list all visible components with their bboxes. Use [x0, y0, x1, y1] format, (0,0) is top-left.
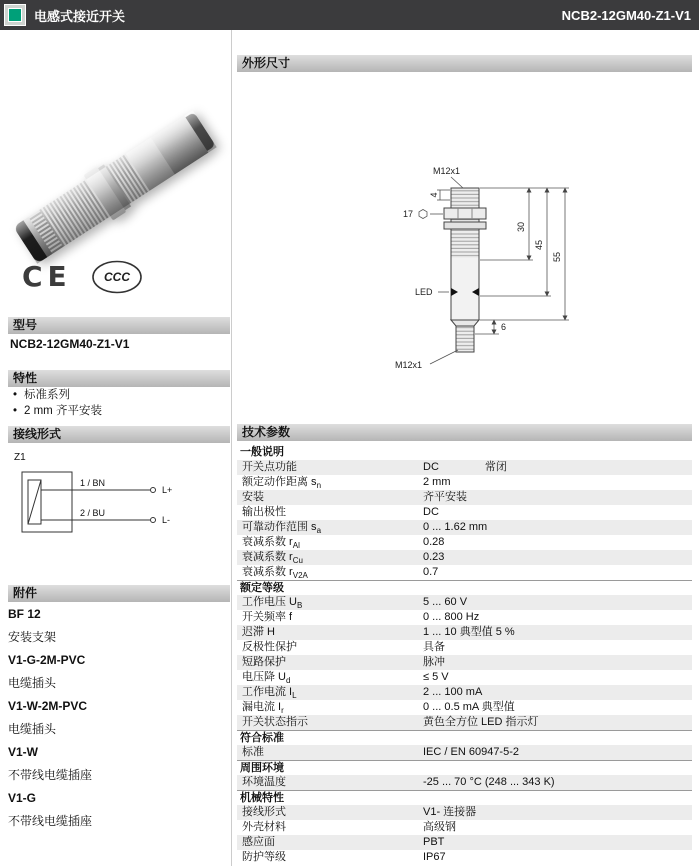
accessory-name: BF 12	[8, 607, 41, 621]
accessory-description: 安装支架	[8, 630, 57, 644]
tech-row	[237, 685, 692, 700]
dimension-drawing	[237, 78, 692, 423]
header-bar	[0, 0, 699, 30]
tech-param-value: 2 ... 100 mA	[423, 686, 483, 698]
accessories-list	[8, 603, 230, 833]
wiring-labels	[80, 478, 172, 525]
tech-param-label: 接线形式	[242, 806, 286, 818]
tech-param-value: 齐平安装	[423, 491, 467, 503]
tech-row	[237, 565, 692, 580]
accessory-name: V1-G-2M-PVC	[8, 653, 86, 667]
tech-param-label: 开关频率 f	[242, 611, 293, 623]
page-title: 电感式接近开关	[34, 8, 126, 24]
feature-item: • 2 mm 齐平安装	[8, 403, 230, 419]
tech-param-value: 1 ... 10 典型值 5 %	[423, 626, 515, 638]
product-category-icon	[4, 4, 26, 26]
dim-thread-top: M12x1	[433, 166, 461, 176]
sensor-outline	[444, 188, 486, 352]
tech-row	[237, 505, 692, 520]
tech-row	[237, 670, 692, 685]
accessory-description: 不带线电缆插座	[8, 814, 93, 828]
tech-param-label: 外壳材料	[242, 821, 286, 833]
tech-row	[237, 850, 692, 865]
led-label: LED	[415, 287, 433, 297]
section-header-model: 型号	[8, 317, 230, 334]
accessory-description: 不带线电缆插座	[8, 768, 93, 782]
sensor-barrel	[13, 110, 216, 263]
dim-wrench-17: 17	[403, 209, 414, 219]
section-header-accessories: 附件	[8, 585, 230, 602]
ccc-mark	[90, 258, 144, 296]
tech-param-value: 具备	[423, 641, 445, 653]
tech-param-value: DC 常闭	[423, 461, 507, 473]
tech-row	[237, 820, 692, 835]
tech-row	[237, 640, 692, 655]
tech-param-value: 0 ... 1.62 mm	[423, 521, 488, 533]
tech-param-value: 0.28	[423, 536, 445, 548]
tech-param-label: 衰减系数 $r_{Al}$	[242, 536, 300, 551]
tech-param-label: 短路保护	[242, 656, 286, 668]
tech-section-header: 一般说明	[240, 446, 284, 458]
tech-param-value: 2 mm	[423, 476, 451, 488]
tech-param-label: 衰减系数 $r_{V2A}$	[242, 566, 308, 581]
tech-param-label: 标准	[242, 746, 264, 758]
tech-param-value: -25 ... 70 °C (248 ... 343 K)	[423, 776, 555, 788]
tech-section-header: 符合标准	[237, 730, 692, 745]
feature-item: • 标准系列	[8, 387, 230, 403]
features-list	[8, 387, 230, 419]
tech-param-label: 电压降 $U_d$	[242, 671, 291, 686]
tech-param-value: 0.7	[423, 566, 439, 578]
tech-param-value: 0.23	[423, 551, 445, 563]
tech-param-label: 感应面	[242, 836, 275, 848]
tech-param-label: 输出极性	[242, 506, 286, 518]
wiring-svg	[10, 446, 222, 564]
tech-row	[237, 610, 692, 625]
tech-param-value: 黄色全方位 LED 指示灯	[423, 716, 539, 728]
tech-param-label: 工作电流 $I_L$	[242, 686, 297, 701]
tech-param-label: 反极性保护	[242, 641, 297, 653]
tech-section-header: 周围环境	[237, 760, 692, 775]
dim-6: 6	[501, 322, 507, 332]
column-divider	[231, 30, 232, 866]
section-header-tech: 技术参数	[237, 424, 692, 441]
dim-45: 45	[534, 239, 544, 251]
model-number: NCB2-12GM40-Z1-V1	[10, 337, 130, 351]
tech-row	[237, 715, 692, 730]
tech-param-value: IP67	[423, 851, 446, 863]
tech-param-label: 额定动作距离 $s_n$	[242, 476, 322, 491]
tech-row	[237, 460, 692, 475]
tech-param-value: 脉冲	[423, 656, 445, 668]
tech-param-label: 开关状态指示	[242, 716, 308, 728]
tech-param-value: 高级钢	[423, 821, 456, 833]
tech-row	[237, 655, 692, 670]
tech-row	[237, 550, 692, 565]
sensor-icon	[8, 8, 22, 22]
tech-row	[237, 700, 692, 715]
tech-row	[237, 595, 692, 610]
tech-row	[237, 475, 692, 490]
tech-param-label: 环境温度	[242, 776, 286, 788]
wire2-label: 2 / BU	[80, 508, 106, 518]
accessory-description: 电缆插头	[8, 722, 57, 736]
tech-param-label: 安装	[242, 491, 264, 503]
product-photo	[8, 40, 223, 255]
accessory-name: V1-W	[8, 745, 38, 759]
terminal-minus-label: L-	[162, 515, 171, 525]
ce-mark: CE	[22, 260, 72, 293]
tech-row	[237, 835, 692, 850]
hex-wrench-icon	[419, 210, 427, 219]
tech-row	[237, 775, 692, 790]
dim-4: 4	[429, 192, 439, 198]
wire1-label: 1 / BN	[80, 478, 106, 488]
wiring-diagram	[10, 446, 222, 569]
section-header-features: 特性	[8, 370, 230, 387]
section-header-wiring: 接线形式	[8, 426, 230, 443]
tech-table	[237, 445, 692, 865]
tech-param-label: 漏电流 $I_r$	[242, 701, 284, 716]
tech-param-label: 衰减系数 $r_{Cu}$	[242, 551, 303, 566]
terminal-plus-label: L+	[162, 485, 173, 495]
tech-row	[237, 520, 692, 535]
tech-param-value: ≤ 5 V	[423, 671, 449, 683]
tech-param-label: 工作电压 $U_B$	[242, 596, 303, 611]
tech-row	[237, 805, 692, 820]
tech-param-label: 迟滞 H	[242, 626, 275, 638]
accessory-description: 电缆插头	[8, 676, 57, 690]
tech-param-value: 0 ... 0.5 mA 典型值	[423, 701, 515, 713]
tech-param-value: 0 ... 800 Hz	[423, 611, 480, 623]
tech-row	[237, 745, 692, 760]
tech-param-value: DC	[423, 506, 439, 518]
tech-param-label: 防护等级	[242, 851, 286, 863]
ccc-text: CCC	[104, 270, 130, 284]
dim-thread-bottom: M12x1	[395, 360, 423, 370]
tech-param-value: PBT	[423, 836, 445, 848]
part-number: NCB2-12GM40-Z1-V1	[561, 7, 691, 23]
tech-section-header: 机械特性	[237, 790, 692, 805]
tech-param-value: IEC / EN 60947-5-2	[423, 746, 519, 758]
dim-55: 55	[552, 251, 562, 263]
section-header-dimensions: 外形尺寸	[237, 55, 692, 72]
dim-30: 30	[516, 221, 526, 233]
accessory-name: V1-W-2M-PVC	[8, 699, 88, 713]
tech-row	[237, 535, 692, 550]
tech-row	[237, 490, 692, 505]
tech-param-label: 开关点功能	[242, 461, 297, 473]
tech-param-label: 可靠动作范围 $s_a$	[242, 521, 322, 536]
accessory-name: V1-G	[8, 791, 37, 805]
tech-section-header: 额定等级	[237, 580, 692, 595]
tech-row	[237, 625, 692, 640]
dimension-svg	[237, 78, 692, 418]
wiring-variant-label: Z1	[14, 452, 26, 463]
tech-param-value: V1- 连接器	[423, 806, 477, 818]
tech-param-value: 5 ... 60 V	[423, 596, 468, 608]
